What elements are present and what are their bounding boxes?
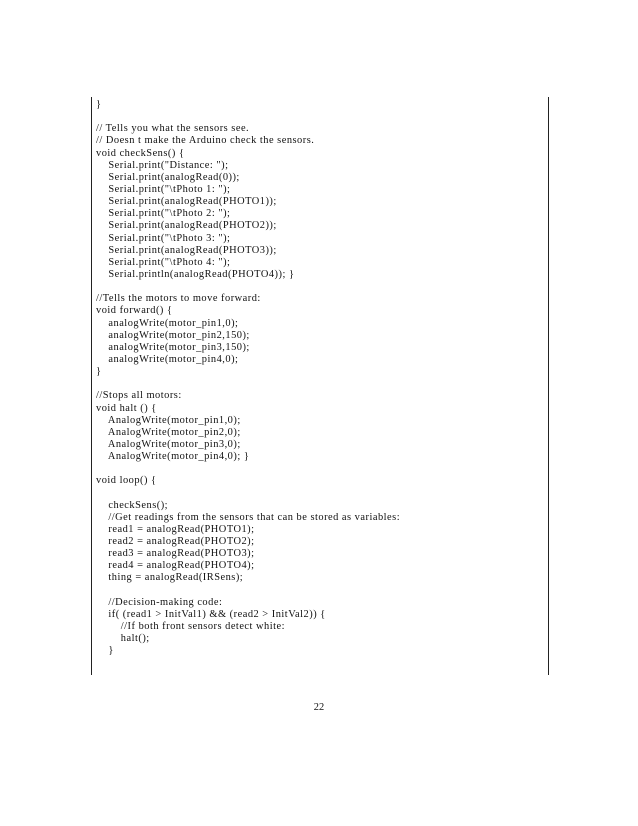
code-line: AnalogWrite(motor_pin4,0); } [96,451,250,463]
code-line: if( (read1 > InitVal1) && (read2 > InitVal2)) { [96,608,326,620]
code-line: } [96,99,102,110]
code-line: Serial.print("\tPhoto 1: "); [96,183,231,195]
code-line: Serial.print(analogRead(PHOTO3)); [96,244,277,256]
code-line: //Decision-making code: [96,596,223,608]
code-line: analogWrite(motor_pin3,150); [96,341,250,353]
code-line: } [96,645,114,657]
code-line: halt(); [96,633,150,645]
code-line: AnalogWrite(motor_pin2,0); [96,426,241,438]
code-line: read4 = analogRead(PHOTO4); [96,560,255,572]
code-line: thing = analogRead(IRSens); [96,572,244,584]
code-line: Serial.print("Distance: "); [96,159,229,171]
code-line [96,488,400,500]
code-line: Serial.print("\tPhoto 3: "); [96,232,231,244]
code-line: // Doesn t make the Arduino check the sensors. [96,135,315,147]
code-line: read3 = analogRead(PHOTO3); [96,548,255,560]
code-line: read1 = analogRead(PHOTO1); [96,523,255,535]
code-line [96,378,400,390]
code-line: Serial.print(analogRead(0)); [96,171,240,183]
code-line [96,585,400,597]
code-line: void forward() { [96,305,173,317]
code-line [96,281,400,293]
code-line: void loop() { [96,475,157,487]
code-line: //If both front sensors detect white: [96,621,286,633]
code-listing [96,99,400,657]
code-line: //Stops all motors: [96,390,182,402]
code-line: AnalogWrite(motor_pin3,0); [96,438,241,450]
code-line: AnalogWrite(motor_pin1,0); [96,414,241,426]
page-number: 22 [313,702,325,713]
code-line: } [96,366,102,378]
code-line: Serial.print("\tPhoto 2: "); [96,208,231,220]
code-line: void checkSens() { [96,147,185,159]
code-line: read2 = analogRead(PHOTO2); [96,536,255,548]
code-line: analogWrite(motor_pin4,0); [96,353,239,365]
code-line [96,111,400,123]
code-line: analogWrite(motor_pin1,0); [96,317,239,329]
code-line: analogWrite(motor_pin2,150); [96,329,250,341]
code-line: Serial.print(analogRead(PHOTO1)); [96,196,277,208]
code-line [96,463,400,475]
code-line: //Get readings from the sensors that can be stored as variables: [96,511,401,523]
code-line: checkSens(); [96,499,169,511]
code-line: void halt () { [96,402,157,414]
code-line: Serial.println(analogRead(PHOTO4)); } [96,268,295,280]
code-line: //Tells the motors to move forward: [96,293,261,305]
code-line: // Tells you what the sensors see. [96,123,250,135]
code-line: Serial.print(analogRead(PHOTO2)); [96,220,277,232]
code-line: Serial.print("\tPhoto 4: "); [96,256,231,268]
